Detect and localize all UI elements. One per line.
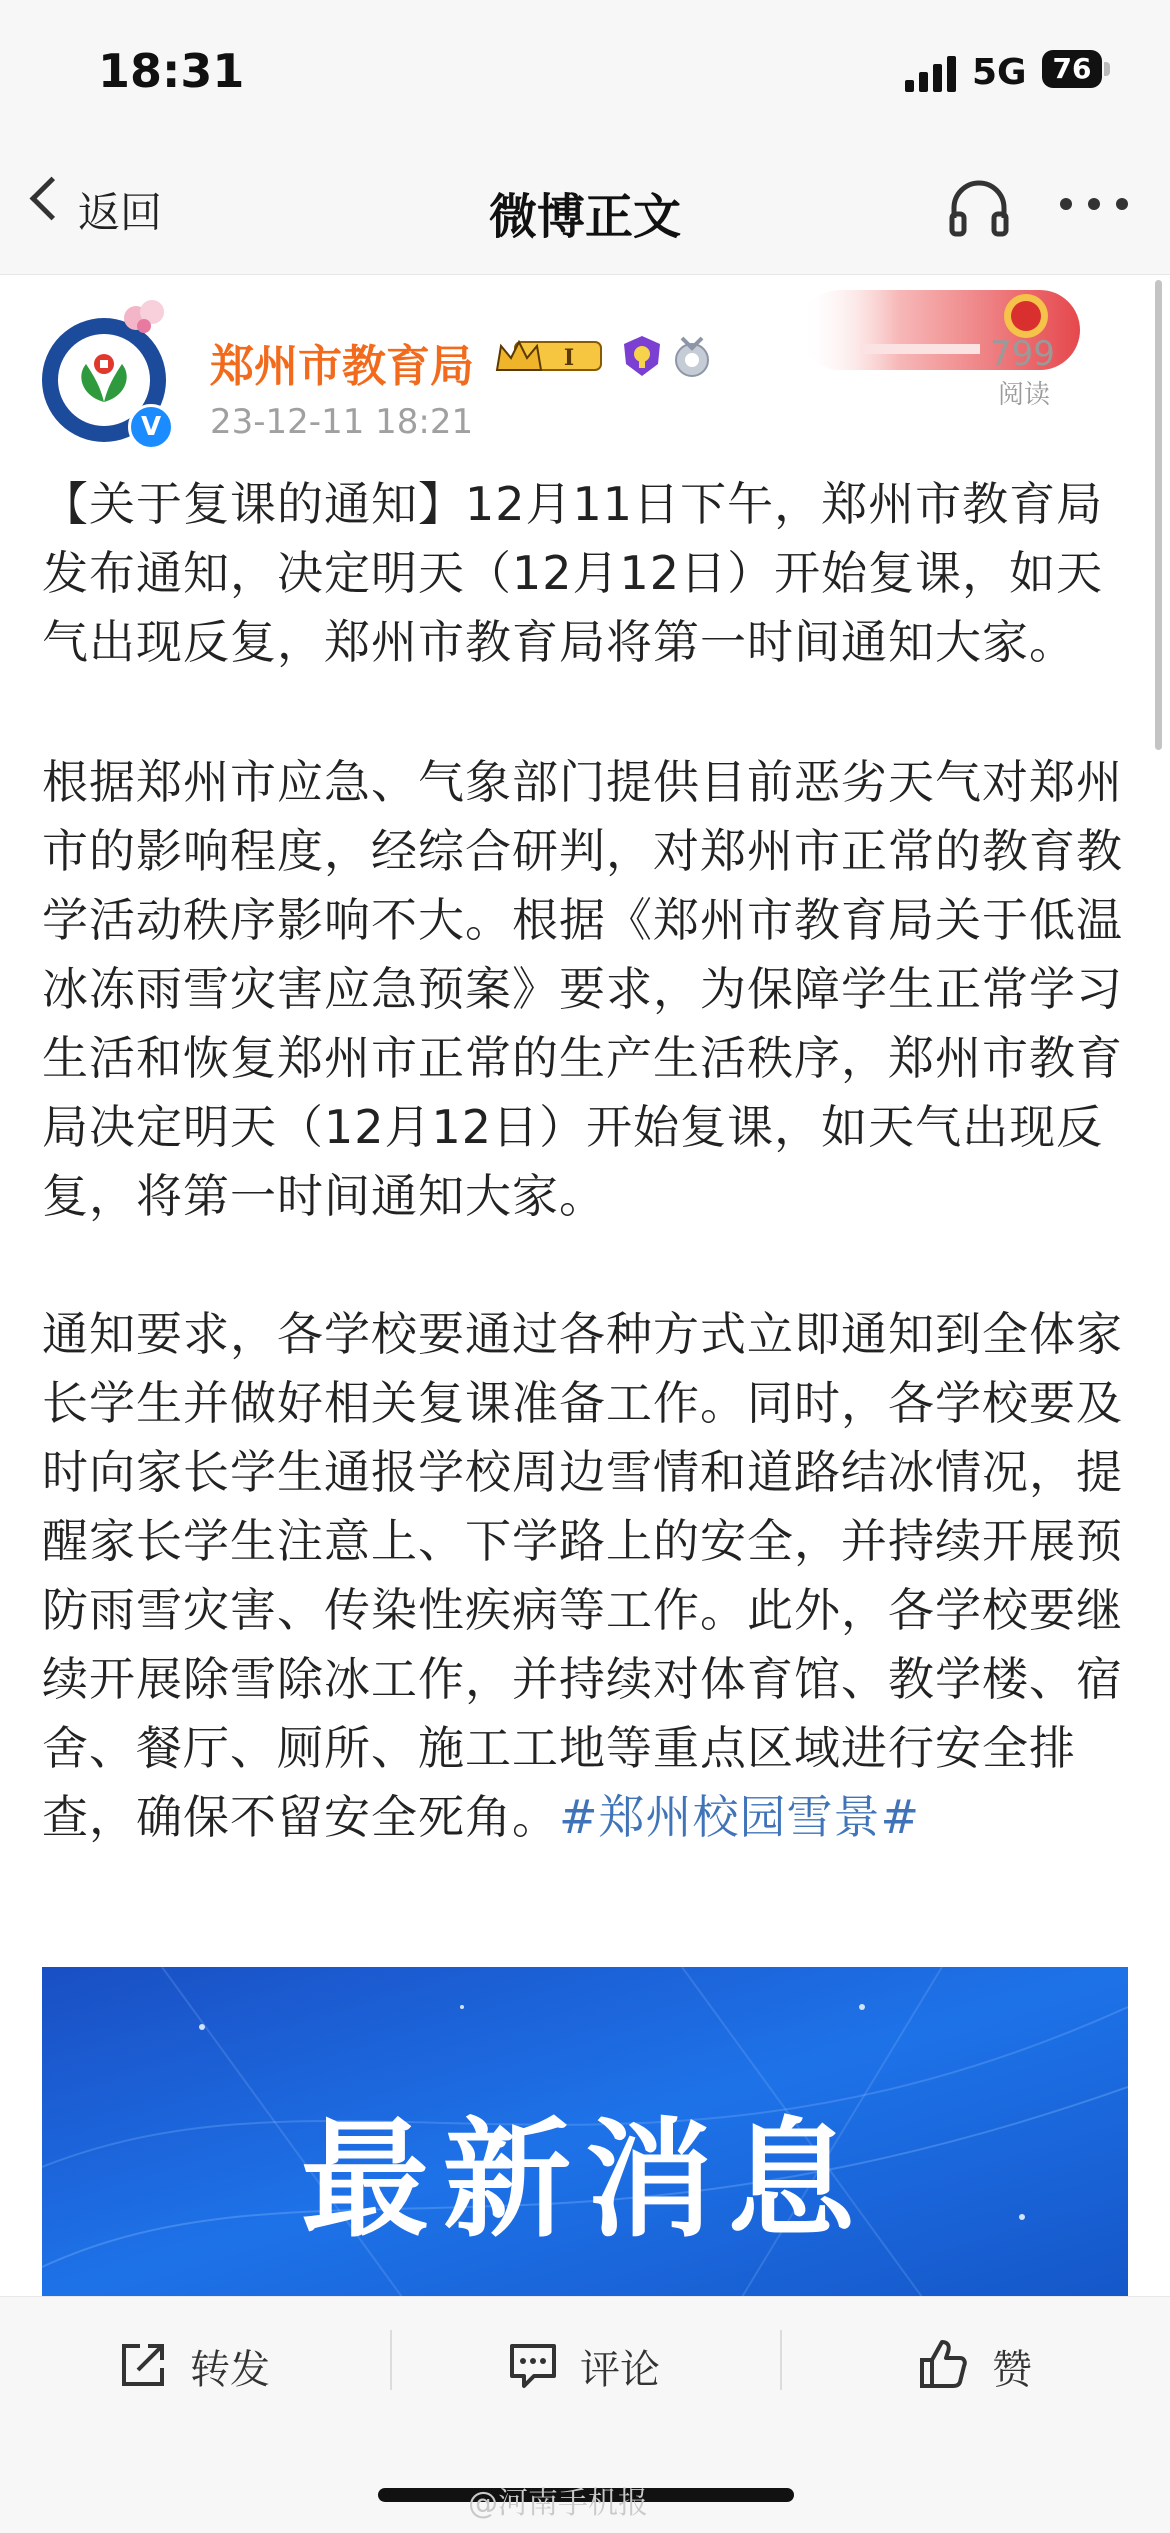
- post-image[interactable]: [42, 1967, 1128, 2297]
- watermark: @河南手机报: [468, 2486, 648, 2521]
- page-title: 微博正文: [488, 189, 681, 245]
- read-label: 阅读: [998, 380, 1051, 410]
- battery-icon: 76: [1042, 50, 1102, 88]
- back-button[interactable]: 返回: [78, 188, 163, 237]
- signal-icon: [905, 56, 957, 92]
- comment-button[interactable]: [508, 2336, 688, 2392]
- thumbs-up-icon: [918, 2338, 968, 2390]
- share-icon: [118, 2340, 168, 2390]
- post-paragraph: 【关于复课的通知】12月11日下午，郑州市教育局发布通知，决定明天（12月12日）开始复课，如天气出现反复，郑州市教育局将第一时间通知大家。: [42, 477, 1104, 669]
- post-paragraph-text: 通知要求，各学校要通过各种方式立即通知到全体家长学生并做好相关复课准备工作。同时，各学校要及时向家长学生通报学校周边雪情和道路结冰情况，提醒家长学生注意上、下学路上的安全，并持续开展预防雨雪灾害、传染性疾病等工作。此外，各学校要继续开展除雪除冰工作，并持续对体育馆、教学楼、宿舍、餐厅、厕所、施工工地等重点区域进行安全排查，确保不留安全死角。: [42, 1307, 1123, 1844]
- verified-icon: V: [128, 404, 174, 450]
- repost-button[interactable]: [118, 2336, 298, 2392]
- silver-medal-icon[interactable]: [672, 336, 712, 378]
- author-name[interactable]: 郑州市教育局: [210, 341, 474, 392]
- repost-label: 转发: [190, 2347, 270, 2393]
- comment-icon: [508, 2340, 558, 2390]
- divider: [780, 2330, 782, 2390]
- image-headline: 最新消息: [300, 2106, 869, 2255]
- purple-medal-icon[interactable]: [620, 334, 664, 378]
- post-paragraph: 根据郑州市应急、气象部门提供目前恶劣天气对郑州市的影响程度，经综合研判，对郑州市正常的教育教学活动秩序影响不大。根据《郑州市教育局关于低温冰冻雨雪灾害应急预案》要求，为保障学生正常学习生活和恢复郑州市正常的生产生活秩序，郑州市教育局决定明天（12月12日）开始复课，如天气出现反复，将第一时间通知大家。: [42, 755, 1123, 1223]
- more-icon[interactable]: [1060, 198, 1132, 212]
- topic-link[interactable]: #郑州校园雪景#: [559, 1790, 921, 1844]
- network-type: 5G: [972, 52, 1027, 93]
- comment-label: 评论: [580, 2347, 660, 2393]
- divider: [390, 2330, 392, 2390]
- like-label: 赞: [992, 2347, 1032, 2393]
- status-time: 18:31: [98, 44, 245, 98]
- headphone-icon[interactable]: [946, 176, 1012, 242]
- crown-level-badge-icon[interactable]: [495, 336, 607, 376]
- decoration-icon: [120, 296, 168, 336]
- post-paragraph: [42, 1300, 1132, 1852]
- battery-cap: [1104, 62, 1110, 76]
- read-count: 799: [990, 334, 1055, 374]
- scrollbar[interactable]: [1155, 280, 1162, 750]
- like-button[interactable]: [918, 2336, 1058, 2392]
- post-timestamp: 23-12-11 18:21: [210, 402, 474, 442]
- level-badge-text: I: [563, 345, 575, 371]
